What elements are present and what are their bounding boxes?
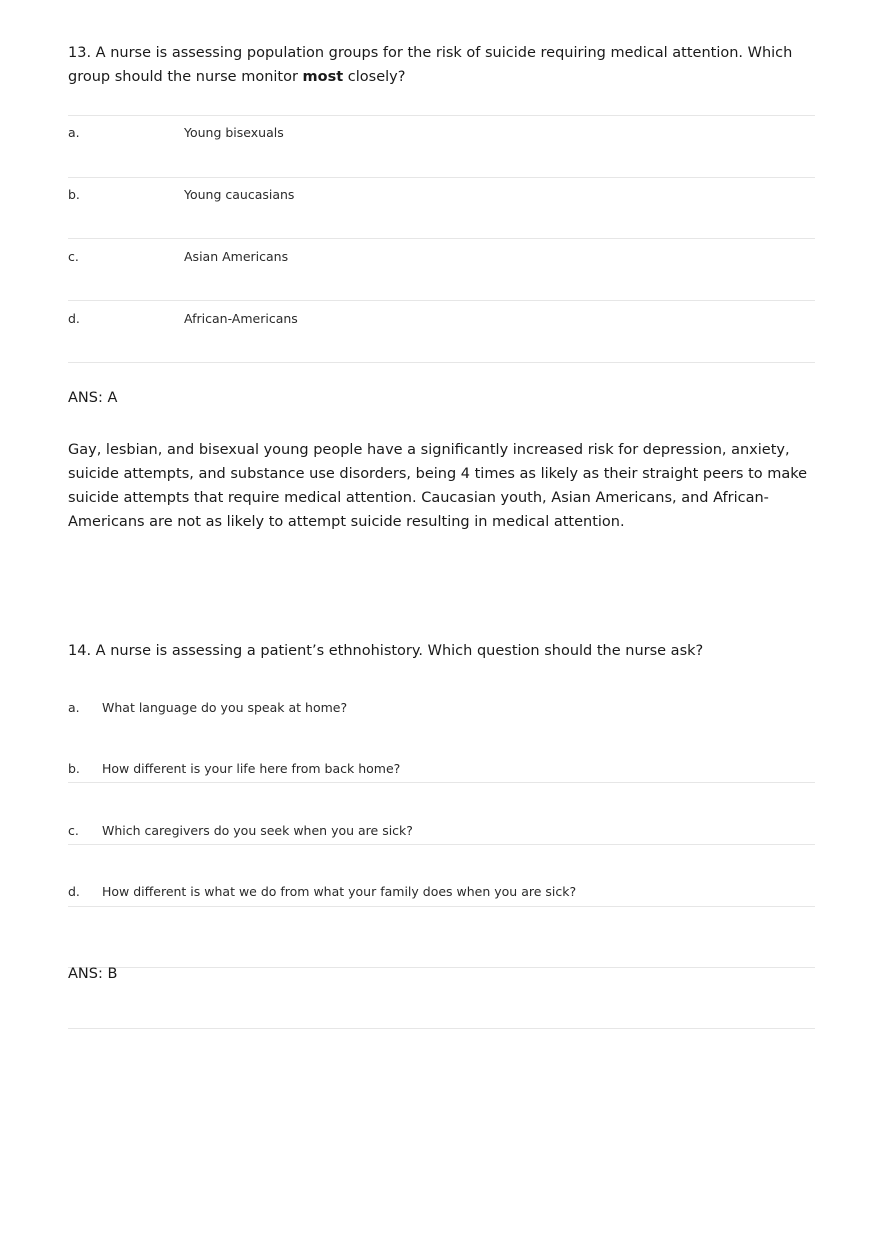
divider: [68, 177, 815, 178]
q13-option-a-letter: a.: [68, 125, 80, 140]
q13-option-c-text: Asian Americans: [184, 249, 289, 264]
q14-option-b-text: How different is your life here from back home?: [102, 761, 401, 776]
q13-rationale: Gay, lesbian, and bisexual young people have a significantly increased risk for depression, anxiety, suicide attempts, and substance use disorders, being 4 times as likely as their straight peers to make suicide attempts that require medical attention. Caucasian youth, Asian Americans, and African-Americans are not as likely to attempt suicide resulting in medical attention.: [68, 442, 808, 530]
question-13-prompt: [68, 41, 818, 89]
q14-answer: ANS: B: [68, 966, 118, 982]
divider: [68, 1028, 815, 1029]
q13-option-c-letter: c.: [68, 249, 79, 264]
q13-option-d-text: African-Americans: [184, 311, 298, 326]
q13-answer: ANS: A: [68, 390, 118, 406]
divider: [68, 967, 815, 968]
divider: [68, 782, 815, 783]
q14-option-d-letter: d.: [68, 884, 80, 899]
divider: [68, 300, 815, 301]
q14-option-c-text: Which caregivers do you seek when you are sick?: [102, 823, 413, 838]
question-13-prompt-end: closely?: [343, 69, 406, 85]
q13-option-d-letter: d.: [68, 311, 80, 326]
q13-option-b-letter: b.: [68, 187, 80, 202]
divider: [68, 362, 815, 363]
q13-option-a-text: Young bisexuals: [184, 125, 284, 140]
divider: [68, 115, 815, 116]
question-14-prompt: 14. A nurse is assessing a patient’s ethnohistory. Which question should the nurse ask?: [68, 643, 704, 659]
q14-option-d-text: How different is what we do from what your family does when you are sick?: [102, 884, 577, 899]
divider: [68, 238, 815, 239]
q14-option-b-letter: b.: [68, 761, 80, 776]
divider: [68, 844, 815, 845]
question-13-emphasis: most: [302, 69, 344, 85]
q14-option-a-letter: a.: [68, 700, 80, 715]
q13-option-b-text: Young caucasians: [184, 187, 295, 202]
divider: [68, 906, 815, 907]
q14-option-c-letter: c.: [68, 823, 79, 838]
question-13-prompt-start: 13. A nurse is assessing population groups for the risk of suicide requiring medical attention. Which group should the nurse monitor: [68, 45, 793, 85]
q14-option-a-text: What language do you speak at home?: [102, 700, 348, 715]
